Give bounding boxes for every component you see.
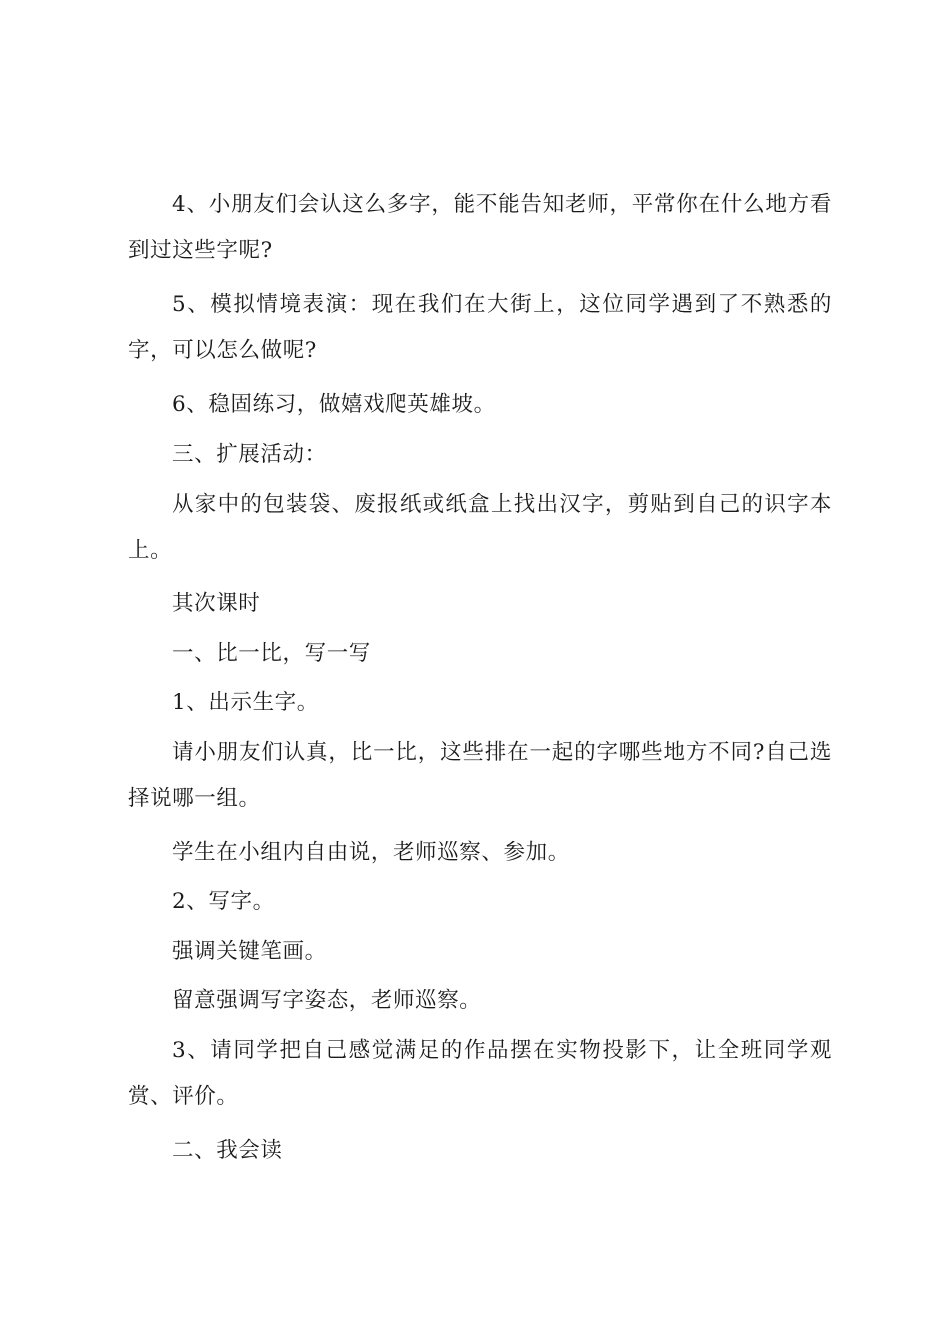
paragraph-item-3: 3、请同学把自己感觉满足的作品摆在实物投影下，让全班同学观赏、评价。 xyxy=(128,1038,832,1109)
paragraph-item-6: 6、稳固练习，做嬉戏爬英雄坡。 xyxy=(172,392,496,417)
section-heading-1: 一、比一比，写一写 xyxy=(172,641,371,666)
paragraph-item-1: 1、出示生字。 xyxy=(172,690,319,715)
paragraph-group-talk: 学生在小组内自由说，老师巡察、参加。 xyxy=(172,840,570,865)
paragraph-posture: 留意强调写字姿态，老师巡察。 xyxy=(172,988,482,1013)
paragraph-item-5: 5、模拟情境表演：现在我们在大街上，这位同学遇到了不熟悉的字，可以怎么做呢? xyxy=(128,292,832,363)
paragraph-extension-activity: 从家中的包装袋、废报纸或纸盒上找出汉字，剪贴到自己的识字本上。 xyxy=(128,492,832,563)
paragraph-compare: 请小朋友们认真，比一比，这些排在一起的字哪些地方不同?自己选择说哪一组。 xyxy=(128,740,832,811)
paragraph-item-2: 2、写字。 xyxy=(172,889,275,914)
lesson-heading: 其次课时 xyxy=(172,591,261,616)
section-heading-2: 二、我会读 xyxy=(172,1138,283,1163)
section-heading-3: 三、扩展活动： xyxy=(172,442,327,467)
paragraph-item-4: 4、小朋友们会认这么多字，能不能告知老师，平常你在什么地方看到过这些字呢? xyxy=(128,192,832,263)
paragraph-key-strokes: 强调关键笔画。 xyxy=(172,939,327,964)
